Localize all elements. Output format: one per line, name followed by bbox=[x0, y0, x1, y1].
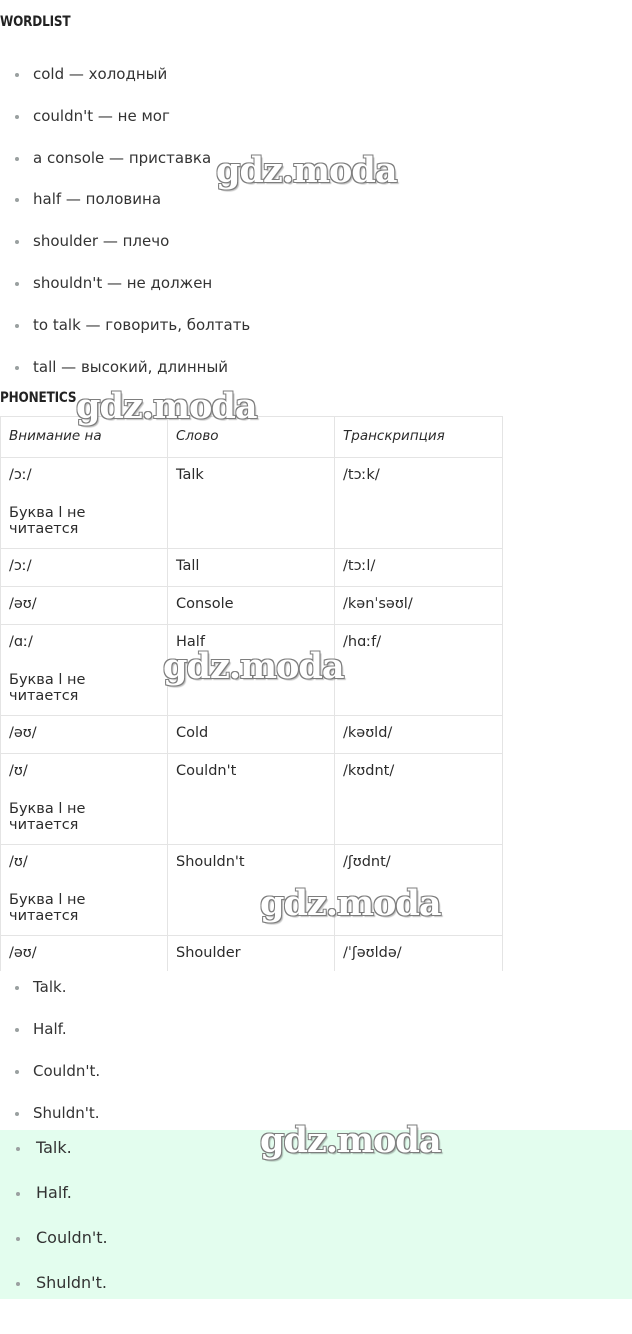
table-row bbox=[1, 625, 503, 716]
list-item: Shuldn't. bbox=[0, 1103, 632, 1145]
list-item: half — половина bbox=[0, 189, 632, 231]
column-header: Транскрипция bbox=[335, 417, 503, 458]
watermark: gdz.moda bbox=[260, 1120, 441, 1161]
phonetics-heading: PHONETICS bbox=[0, 390, 77, 406]
column-header: Слово bbox=[168, 417, 335, 458]
list-item: to talk — говорить, болтать bbox=[0, 315, 632, 357]
sound-cell bbox=[1, 458, 168, 549]
transcription-cell: /kʊdnt/ bbox=[335, 754, 503, 845]
sound: /ʊ/ bbox=[9, 763, 28, 779]
table-row bbox=[1, 549, 503, 587]
list-item: a console — приставка bbox=[0, 148, 632, 190]
transcription-cell: /tɔːl/ bbox=[335, 549, 503, 587]
watermark: gdz.moda bbox=[76, 386, 257, 427]
transcription-cell: /ˈʃəʊldə/ bbox=[335, 936, 503, 972]
list-item: Half. bbox=[0, 1019, 632, 1061]
watermark: gdz.moda bbox=[163, 646, 344, 687]
transcription-cell: /hɑːf/ bbox=[335, 625, 503, 716]
list-item: cold — холодный bbox=[0, 64, 632, 106]
list-item: Talk. bbox=[0, 977, 632, 1019]
watermark: gdz.moda bbox=[260, 883, 441, 924]
word-cell: Cold bbox=[168, 716, 335, 754]
answer-box bbox=[0, 1130, 632, 1299]
list-item: tall — высокий, длинный bbox=[0, 357, 632, 399]
list-item: shouldn't — не должен bbox=[0, 273, 632, 315]
table-header-row bbox=[1, 417, 503, 458]
table-row bbox=[1, 754, 503, 845]
list-item: Couldn't. bbox=[0, 1061, 632, 1103]
transcription-cell: /tɔːk/ bbox=[335, 458, 503, 549]
word-cell: Couldn't bbox=[168, 754, 335, 845]
list-item: shoulder — плечо bbox=[0, 231, 632, 273]
phonetics-table bbox=[0, 416, 503, 971]
note: Буква l не читается bbox=[9, 801, 86, 833]
table-row bbox=[1, 458, 503, 549]
sound: /ɑː/ bbox=[9, 634, 33, 650]
sound-cell: /əʊ/ bbox=[1, 716, 168, 754]
table-row bbox=[1, 845, 503, 936]
wordlist bbox=[0, 64, 632, 398]
answers-list bbox=[0, 977, 632, 1145]
transcription-cell: /ʃʊdnt/ bbox=[335, 845, 503, 936]
word-cell: Shoulder bbox=[168, 936, 335, 972]
highlighted-answers-list bbox=[0, 1138, 632, 1318]
sound-cell bbox=[1, 625, 168, 716]
word-cell: Shouldn't bbox=[168, 845, 335, 936]
sound: /ʊ/ bbox=[9, 854, 28, 870]
note: Буква l не читается bbox=[9, 892, 86, 924]
sound-cell: /əʊ/ bbox=[1, 936, 168, 972]
transcription-cell: /kənˈsəʊl/ bbox=[335, 587, 503, 625]
note: Буква l не читается bbox=[9, 505, 86, 537]
list-item: couldn't — не мог bbox=[0, 106, 632, 148]
table-row bbox=[1, 587, 503, 625]
word-cell: Half bbox=[168, 625, 335, 716]
sound-cell bbox=[1, 845, 168, 936]
list-item: Shuldn't. bbox=[0, 1273, 632, 1318]
table-row bbox=[1, 936, 503, 972]
list-item: Talk. bbox=[0, 1138, 632, 1183]
column-header: Внимание на bbox=[1, 417, 168, 458]
list-item: Couldn't. bbox=[0, 1228, 632, 1273]
sound-cell bbox=[1, 754, 168, 845]
wordlist-heading: WORDLIST bbox=[0, 14, 71, 30]
word-cell: Talk bbox=[168, 458, 335, 549]
sound-cell: /əʊ/ bbox=[1, 587, 168, 625]
sound: /ɔː/ bbox=[9, 467, 32, 483]
sound-cell: /ɔː/ bbox=[1, 549, 168, 587]
word-cell: Console bbox=[168, 587, 335, 625]
watermark: gdz.moda bbox=[216, 150, 397, 191]
note: Буква l не читается bbox=[9, 672, 86, 704]
word-cell: Tall bbox=[168, 549, 335, 587]
transcription-cell: /kəʊld/ bbox=[335, 716, 503, 754]
list-item: Half. bbox=[0, 1183, 632, 1228]
table-row bbox=[1, 716, 503, 754]
